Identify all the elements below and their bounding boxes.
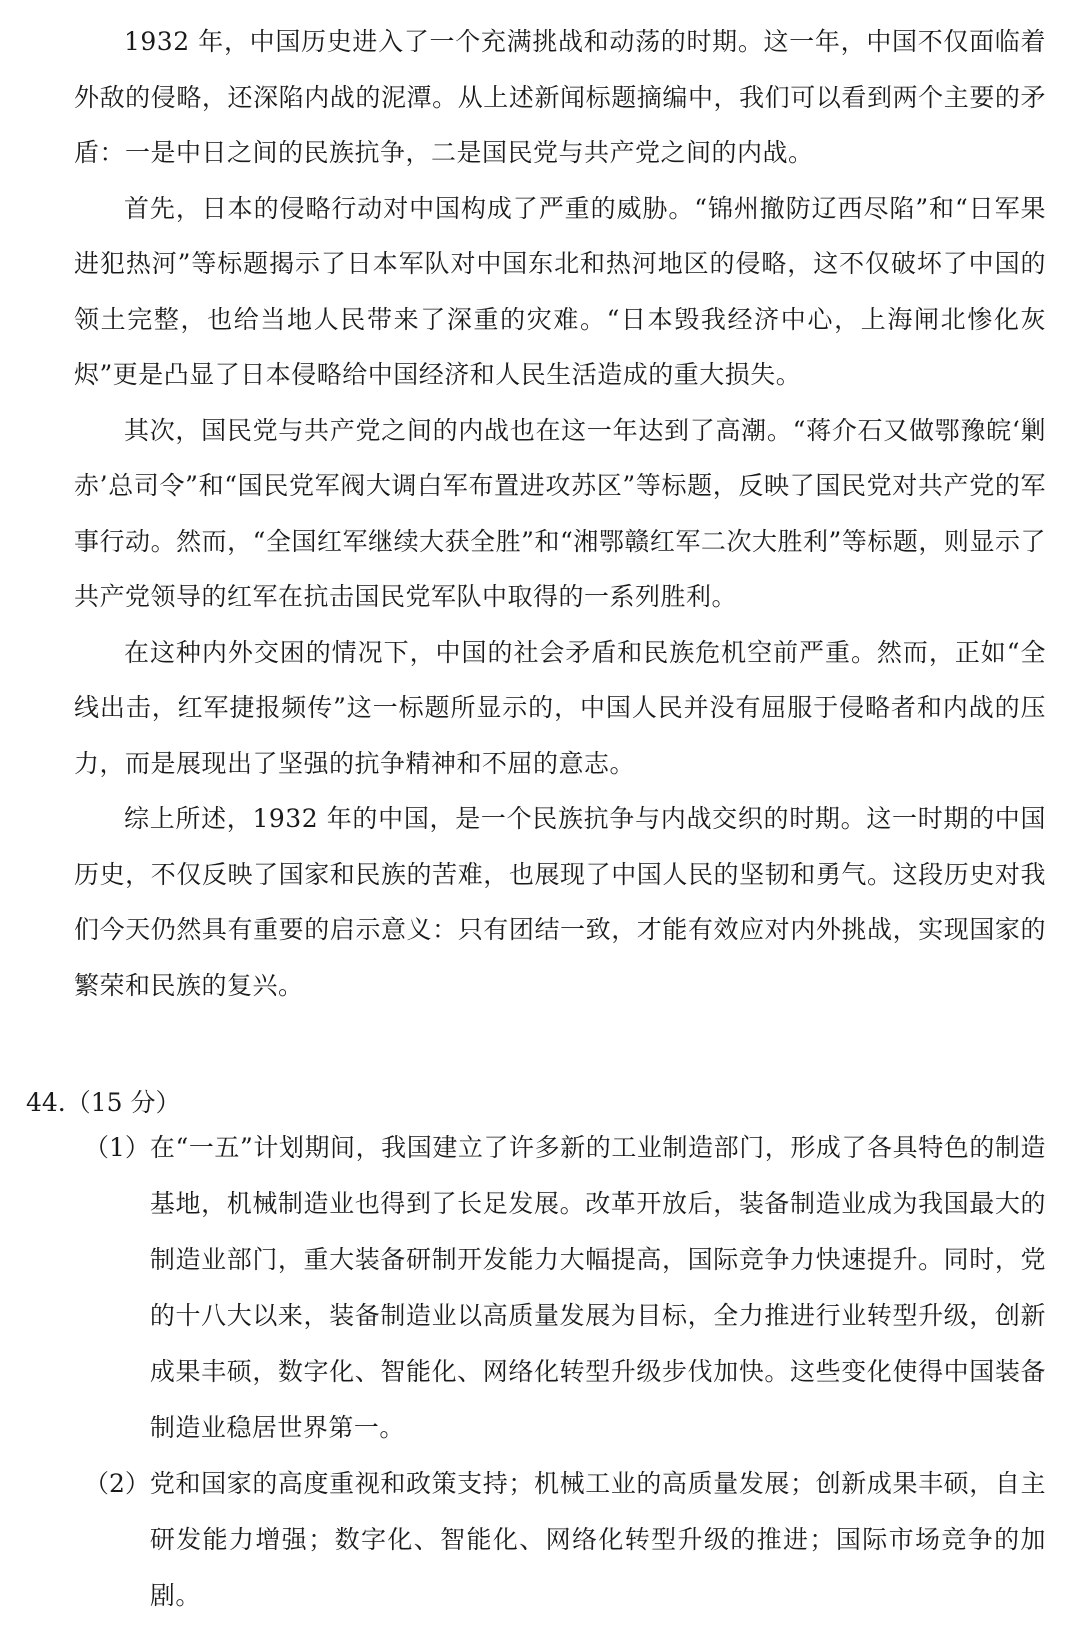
essay-paragraph-crisis: 在这种内外交困的情况下，中国的社会矛盾和民族危机空前严重。然而，正如“全线出击，红军捷报频传”这一标题所显示的，中国人民并没有屈服于侵略者和内战的压力，而是展现出了坚强的抗争精神和不屈的意志。 <box>74 637 1046 778</box>
answer-item-1 <box>84 1120 1046 1456</box>
essay-paragraph-civil-war: 其次，国民党与共产党之间的内战也在这一年达到了高潮。“蒋介石又做鄂豫皖‘剿赤’总司令”和“国民党军阀大调白军布置进攻苏区”等标题，反映了国民党对共产党的军事行动。然而，“全国红军继续大获全胜”和“湘鄂赣红军二次大胜利”等标题，则显示了共产党领导的红军在抗击国民党军队中取得的一系列胜利。 <box>74 415 1046 611</box>
answer-number: （2） <box>84 1469 150 1498</box>
answer-text: 在“一五”计划期间，我国建立了许多新的工业制造部门，形成了各具特色的制造基地，机械制造业也得到了长足发展。改革开放后，装备制造业成为我国最大的制造业部门，重大装备研制开发能力大幅提高，国际竞争力快速提升。同时，党的十八大以来，装备制造业以高质量发展为目标，全力推进行业转型升级，创新成果丰硕，数字化、智能化、网络化转型升级步伐加快。这些变化使得中国装备制造业稳居世界第一。 <box>149 1133 1046 1442</box>
question-heading: 44.（15 分） <box>26 1088 181 1117</box>
essay-paragraph-intro: 1932 年，中国历史进入了一个充满挑战和动荡的时期。这一年，中国不仅面临着外敌的侵略，还深陷内战的泥潭。从上述新闻标题摘编中，我们可以看到两个主要的矛盾：一是中日之间的民族抗争，二是国民党与共产党之间的内战。 <box>74 27 1046 167</box>
essay-paragraph-conclusion: 综上所述，1932 年的中国，是一个民族抗争与内战交织的时期。这一时期的中国历史，不仅反映了国家和民族的苦难，也展现了中国人民的坚韧和勇气。这段历史对我们今天仍然具有重要的启示意义：只有团结一致，才能有效应对内外挑战，实现国家的繁荣和民族的复兴。 <box>74 804 1046 1000</box>
essay-paragraph-japan-invasion: 首先，日本的侵略行动对中国构成了严重的威胁。“锦州撤防辽西尽陷”和“日军果进犯热河”等标题揭示了日本军队对中国东北和热河地区的侵略，这不仅破坏了中国的领土完整，也给当地人民带来了深重的灾难。“日本毁我经济中心，上海闸北惨化灰烬”更是凸显了日本侵略给中国经济和人民生活造成的重大损失。 <box>74 193 1046 389</box>
essay-body <box>74 14 1046 1013</box>
answer-text: 党和国家的高度重视和政策支持；机械工业的高质量发展；创新成果丰硕，自主研发能力增强；数字化、智能化、网络化转型升级的推进；国际市场竞争的加剧。 <box>149 1469 1046 1610</box>
answer-list <box>84 1120 1046 1624</box>
answer-item-2 <box>84 1456 1046 1624</box>
answer-number: （1） <box>84 1133 150 1162</box>
